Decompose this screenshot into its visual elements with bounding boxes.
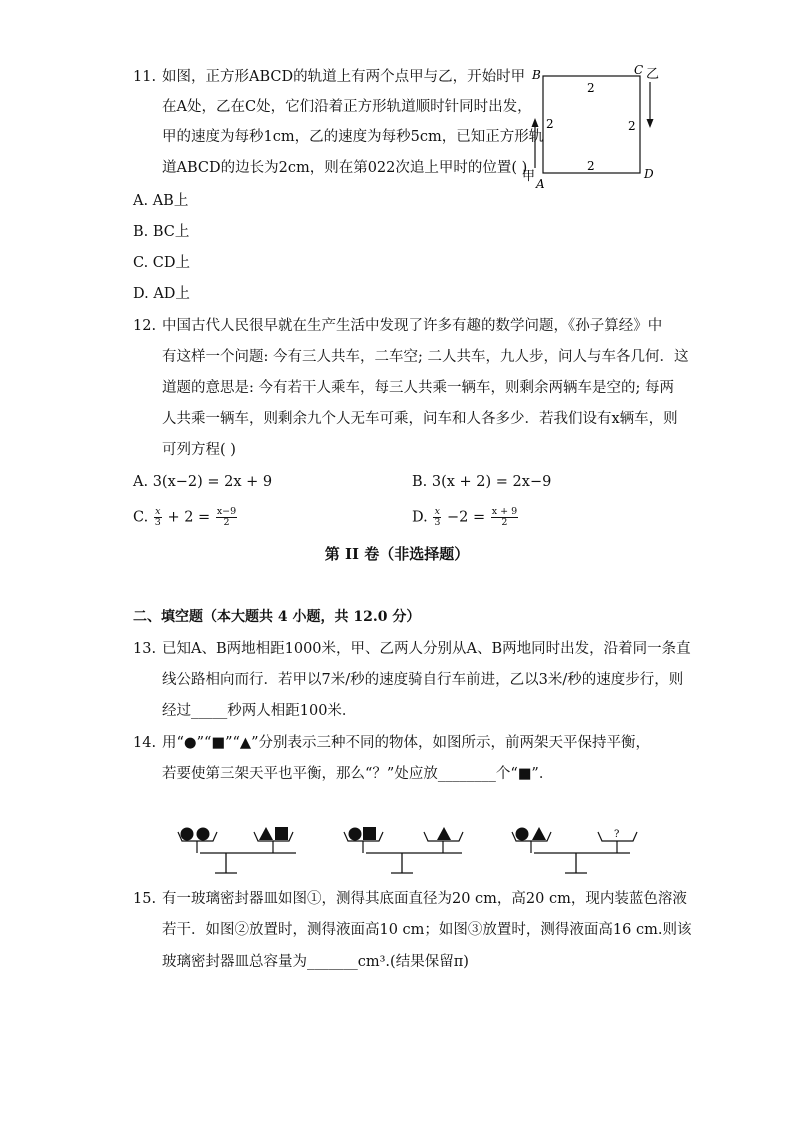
arrow-up-icon (532, 118, 539, 168)
q11-option-c: C. CD上 (133, 255, 191, 271)
q13-line-3: 经过_____秒两人相距100米． (162, 703, 357, 719)
q11-option-d: D. AD上 (133, 286, 190, 302)
balance-scale-1 (178, 827, 296, 873)
section-title: 第 II 卷（非选择题） (324, 545, 470, 563)
q15-number: 15. (133, 891, 157, 907)
label-c: C (634, 63, 644, 77)
square-icon (363, 827, 376, 840)
q11-option-a: A. AB上 (133, 193, 189, 209)
arrow-down-icon (647, 82, 654, 128)
q12-number: 12. (133, 318, 157, 334)
q13-line-2: 线公路相向而行．若甲以7米/秒的速度骑自行车前进，乙以3米/秒的速度步行，则 (162, 672, 684, 688)
q12-line-1: 中国古代人民很早就在生产生活中发现了许多有趣的数学问题，《孙子算经》中 (162, 318, 663, 334)
fraction-numerator: x (434, 506, 441, 517)
q11-line-2: 在A处，乙在C处，它们沿着正方形轨道顺时针同时出发， (162, 99, 532, 115)
q12-line-3: 道题的意思是: 今有若干人乘车，每三人共乘一辆车，则剩余两辆车是空的; 每两 (162, 380, 674, 396)
q12-option-a: A. 3(x−2) = 2x + 9 (133, 474, 273, 490)
q12-option-b: B. 3(x + 2) = 2x−9 (412, 474, 552, 490)
q13-line-1: 已知A、B两地相距1000米，甲、乙两人分别从A、B两地同时出发，沿着同一条直 (162, 641, 691, 657)
q13-number: 13. (133, 641, 157, 657)
balance-scale-2 (344, 827, 463, 873)
label-b: B (532, 68, 541, 82)
q11-line-4: 道ABCD的边长为2cm，则在第022次追上甲时的位置( ) (162, 160, 528, 176)
q12-line-5: 可列方程( ) (162, 442, 236, 458)
q14-number: 14. (133, 735, 157, 751)
label-d: D (644, 167, 654, 181)
triangle-icon (437, 827, 451, 840)
question-mark: ? (614, 829, 620, 840)
q11-line-3: 甲的速度为每秒1cm，乙的速度为每秒5cm，已知正方形轨 (162, 129, 544, 145)
q14-balance-figure (170, 818, 650, 880)
q12-option-c-mid: + 2 = (167, 509, 211, 526)
q11-line-1: 如图，正方形ABCD的轨道上有两个点甲与乙，开始时甲 (162, 69, 526, 85)
section-heading-fill-blank: 二、填空题（本大题共 4 小题，共 12.0 分） (133, 609, 421, 625)
label-yi: 乙 (646, 67, 660, 82)
side-label-bottom: 2 (587, 159, 595, 173)
q11-option-b: B. BC上 (133, 224, 190, 240)
q11-square-figure (520, 58, 670, 190)
q12-option-c-label: C. (133, 509, 149, 526)
q12-option-d-fraction-2 (491, 507, 518, 528)
circle-icon (197, 828, 210, 841)
q12-line-2: 有这样一个问题: 今有三人共车，二车空; 二人共车，九人步，问人与车各几何．这 (162, 349, 689, 365)
q15-line-2: 若干．如图②放置时，测得液面高10 cm；如图③放置时，测得液面高16 cm.则该 (162, 922, 692, 938)
q12-option-d-fraction-1 (433, 507, 441, 528)
fraction-denominator: 2 (223, 517, 230, 528)
q12-line-4: 人共乘一辆车，则剩余九个人无车可乘，问车和人各多少．若我们设有x辆车，则 (162, 411, 678, 427)
triangle-icon (532, 827, 546, 840)
side-label-top: 2 (587, 81, 595, 95)
fraction-numerator: x−9 (216, 506, 237, 517)
circle-icon (349, 828, 362, 841)
fraction-numerator: x (155, 506, 161, 517)
label-jia: 甲 (522, 169, 536, 184)
q14-line-1: 用“●”“■”“▲”分别表示三种不同的物体，如图所示，前两架天平保持平衡， (162, 735, 650, 751)
triangle-icon (259, 827, 273, 840)
circle-icon (516, 828, 529, 841)
q12-option-c-fraction-2 (216, 507, 237, 528)
q14-line-2: 若要使第三架天平也平衡，那么“？”处应放________个“■”． (162, 766, 554, 782)
fraction-denominator: 3 (434, 517, 441, 528)
q11-number: 11. (133, 69, 157, 85)
fraction-numerator: x + 9 (491, 506, 518, 517)
square-icon (275, 827, 288, 840)
side-label-left: 2 (546, 117, 554, 131)
q15-line-1: 有一玻璃密封器皿如图①，测得其底面直径为20 cm，高20 cm，现内装蓝色溶液 (162, 891, 687, 907)
fraction-denominator: 3 (154, 517, 161, 528)
q12-option-c-fraction-1 (154, 507, 162, 528)
side-label-right: 2 (628, 119, 636, 133)
label-a: A (536, 177, 545, 190)
balance-scale-3 (512, 827, 637, 873)
q12-option-d (412, 507, 519, 528)
circle-icon (181, 828, 194, 841)
q12-option-d-label: D. (412, 509, 428, 526)
q12-option-c (133, 507, 238, 528)
q12-option-d-mid: −2 = (446, 509, 486, 526)
q15-line-3: 玻璃密封器皿总容量为_______cm³.(结果保留π) (162, 954, 469, 970)
fraction-denominator: 2 (501, 517, 508, 528)
